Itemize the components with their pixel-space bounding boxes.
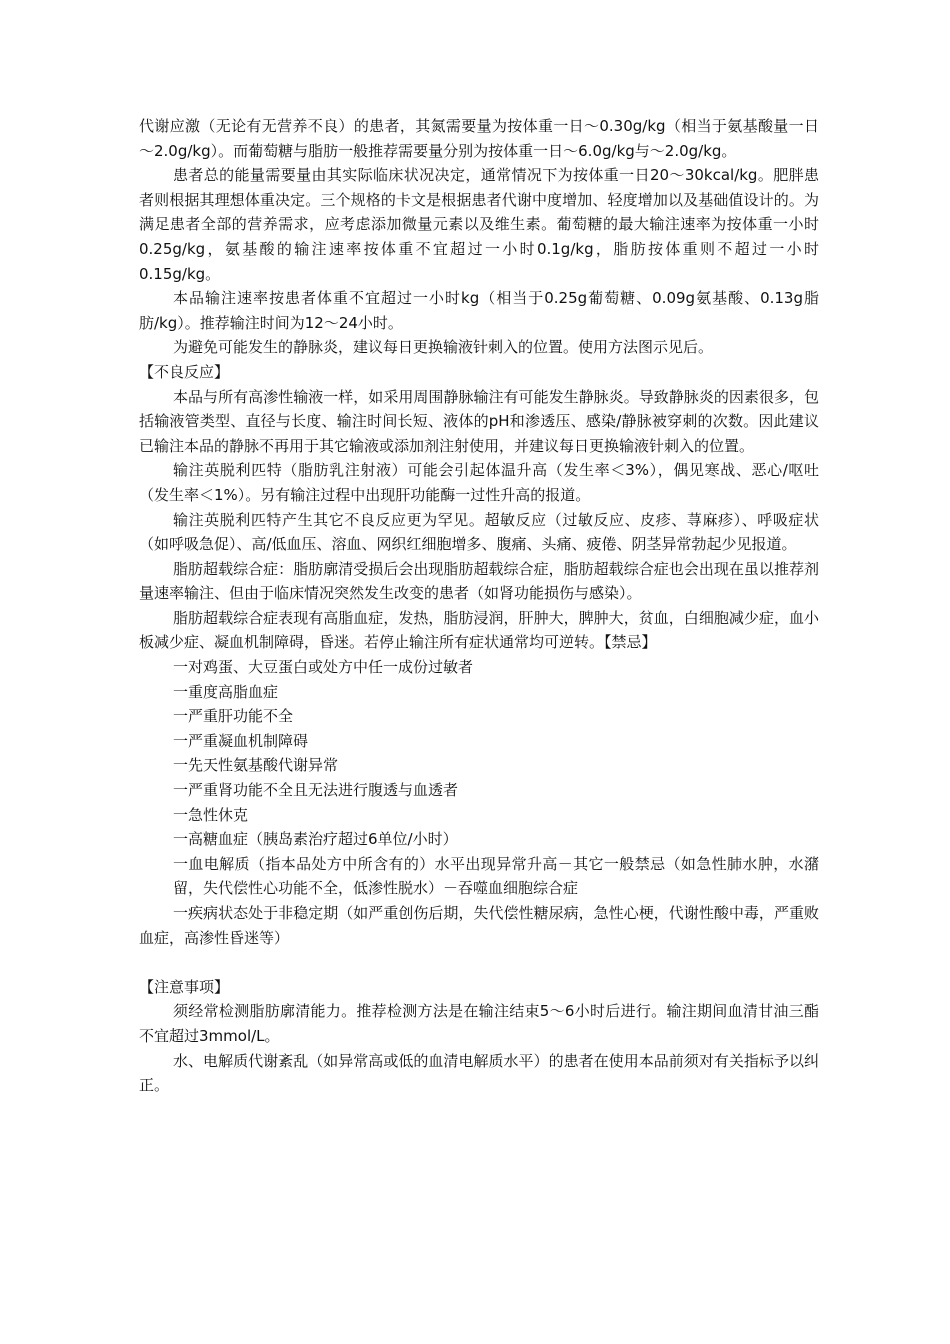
heading-precautions: 【注意事项】 (139, 977, 230, 996)
contraindication-item: 一严重肾功能不全且无法进行腹透与血透者 (173, 781, 459, 800)
paragraph-electrolyte: 水、电解质代谢紊乱（如异常高或低的血清电解质水平）的患者在使用本品前须对有关指标予以纠正。 (139, 1051, 819, 1095)
blank-line (139, 950, 819, 975)
paragraph-energy-requirement: 患者总的能量需要量由其实际临床状况决定，通常情况下为按体重一日20～30kcal/kg。肥胖患者则根据其理想体重决定。三个规格的卡文是根据患者代谢中度增加、轻度增加以及基础值设计的。为满足患者全部的营养需求，应考虑添加微量元素以及维生素。葡萄糖的最大输注速率为按体重一小时0.25g/kg，氨基酸的输注速率按体重不宜超过一小时0.1g/kg，脂肪按体重则不超过一小时0.15g/kg。 (139, 166, 819, 283)
paragraph-fat-clearance: 须经常检测脂肪廓清能力。推荐检测方法是在输注结束5～6小时后进行。输注期间血清甘油三酯不宜超过3mmol/L。 (139, 1002, 819, 1045)
contraindication-item: 一高糖血症（胰岛素治疗超过6单位/小时） (173, 830, 458, 849)
contraindication-item: 一严重肝功能不全 (173, 707, 294, 726)
paragraph-fever: 输注英脱利匹特（脂肪乳注射液）可能会引起体温升高（发生率＜3%），偶见寒战、恶心/呕吐（发生率＜1%）。另有输注过程中出现肝功能酶一过性升高的报道。 (139, 461, 819, 504)
paragraph-nitrogen-requirement: 代谢应激（无论有无营养不良）的患者，其氮需要量为按体重一日～0.30g/kg（相当于氨基酸量一日～2.0g/kg）。而葡萄糖与脂肪一般推荐需要量分别为按体重一日～6.0g/kg与～2.0g/kg。 (139, 117, 819, 160)
contraindication-item: 一先天性氨基酸代谢异常 (173, 756, 339, 775)
heading-adverse-reactions: 【不良反应】 (139, 362, 230, 381)
paragraph-infusion-rate: 本品输注速率按患者体重不宜超过一小时kg（相当于0.25g葡萄糖、0.09g氨基酸、0.13g脂肪/kg）。推荐输注时间为12～24小时。 (139, 289, 819, 332)
contraindication-item: 一疾病状态处于非稳定期（如严重创伤后期，失代偿性糖尿病，急性心梗，代谢性酸中毒，严重败血症，高渗性昏迷等） (139, 904, 819, 947)
paragraph-fat-overload-symptoms: 脂肪超载综合症表现有高脂血症，发热，脂肪浸润，肝肿大，脾肿大，贫血，白细胞减少症，血小板减少症、凝血机制障碍，昏迷。若停止输注所有症状通常均可逆转。【禁忌】 (139, 608, 819, 652)
paragraph-rare-reactions: 输注英脱利匹特产生其它不良反应更为罕见。超敏反应（过敏反应、皮疹、荨麻疹）、呼吸症状（如呼吸急促）、高/低血压、溶血、网织红细胞增多、腹痛、头痛、疲倦、阴茎异常勃起少见报道。 (139, 510, 819, 554)
document-page (139, 114, 819, 1098)
contraindication-item: 一急性休克 (173, 805, 249, 824)
contraindication-item: 一严重凝血机制障碍 (173, 731, 309, 750)
paragraph-fat-overload: 脂肪超载综合症：脂肪廓清受损后会出现脂肪超载综合症，脂肪超载综合症也会出现在虽以推荐剂量速率输注、但由于临床情况突然发生改变的患者（如肾功能损伤与感染）。 (139, 559, 819, 603)
paragraph-phlebitis: 本品与所有高渗性输液一样，如采用周围静脉输注有可能发生静脉炎。导致静脉炎的因素很多，包括输液管类型、直径与长度、输注时间长短、液体的pH和渗透压、感染/静脉被穿刺的次数。因此建议已输注本品的静脉不再用于其它输液或添加剂注射使用，并建议每日更换输液针刺入的位置。 (139, 387, 819, 455)
paragraph-phlebitis-advice: 为避免可能发生的静脉炎，建议每日更换输液针刺入的位置。使用方法图示见后。 (173, 338, 714, 357)
contraindication-item: 一对鸡蛋、大豆蛋白或处方中任一成份过敏者 (173, 658, 474, 677)
contraindication-item: 一重度高脂血症 (173, 682, 279, 701)
contraindication-item: 一血电解质（指本品处方中所含有的）水平出现异常升高－其它一般禁忌（如急性肺水肿，水潴留，失代偿性心功能不全，低渗性脱水）－吞噬血细胞综合症 (173, 854, 819, 898)
